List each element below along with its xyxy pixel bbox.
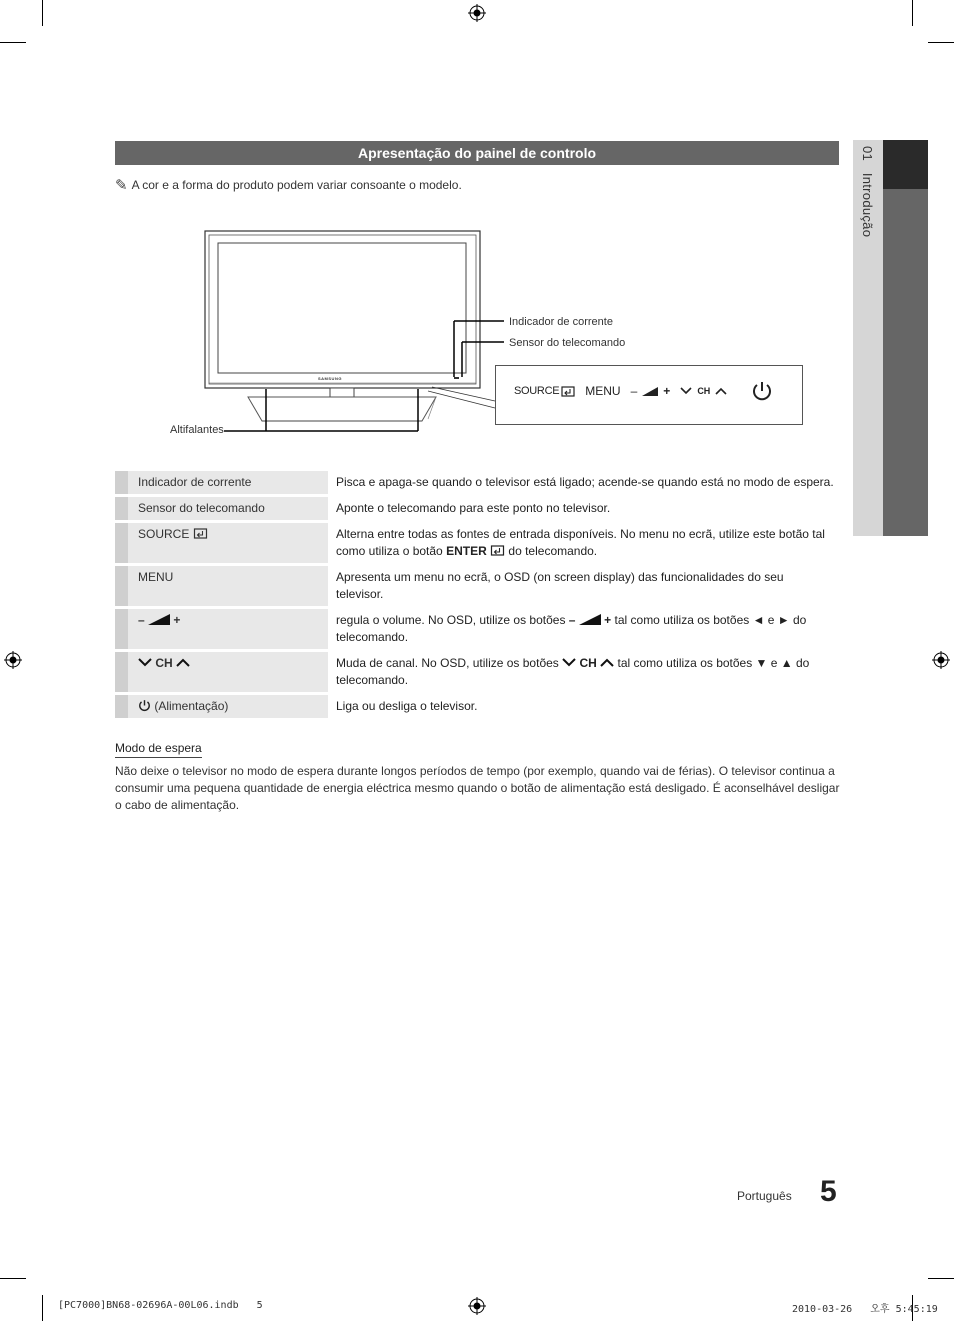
row-description: Liga ou desliga o televisor. [328, 695, 840, 718]
registration-mark-icon [4, 651, 22, 669]
table-row [115, 523, 840, 563]
enter-label: ENTER [446, 544, 487, 558]
registration-mark-icon [468, 4, 486, 22]
crop-mark [928, 1278, 954, 1279]
row-label: Indicador de corrente [128, 471, 328, 494]
chevron-down-icon [680, 387, 692, 395]
enter-icon [193, 528, 208, 539]
print-timestamp: 2010-03-26 오후 5:45:19 [792, 1304, 938, 1315]
enter-icon [561, 386, 575, 397]
volume-wedge-icon [642, 387, 658, 396]
registration-mark-icon [932, 651, 950, 669]
chapter-title: Introdução [860, 172, 875, 238]
row-label [128, 695, 328, 718]
note-text: A cor e a forma do produto podem variar consoante o modelo. [131, 178, 462, 192]
control-panel-detail [495, 365, 803, 425]
chevron-down-icon [562, 658, 576, 667]
menu-button[interactable]: MENU [585, 384, 621, 398]
callout-power-indicator: Indicador de corrente [509, 316, 613, 328]
chevron-up-icon [176, 658, 190, 667]
volume-minus-label: – [568, 613, 576, 627]
table-row [115, 609, 840, 649]
volume-plus-label: + [173, 613, 181, 627]
channel-label: CH [579, 656, 597, 670]
crop-mark [0, 1278, 26, 1279]
row-label [128, 523, 328, 563]
description-text: Alterna entre todas as fontes de entrada disponíveis. No menu no ecrã, utilize este botão tal como utiliza o botão [336, 527, 825, 558]
crop-mark [928, 42, 954, 43]
volume-minus-label: – [630, 384, 638, 398]
chapter-number: 01 [860, 146, 875, 162]
volume-plus-label: + [604, 613, 612, 627]
row-label [128, 652, 328, 692]
description-text: tal como utiliza os botões ◄ e ► do telecomando. [336, 613, 807, 644]
volume-minus-label: – [138, 613, 145, 627]
description-text: tal como utiliza os botões ▼ e ▲ do telecomando. [336, 656, 810, 687]
row-description: Pisca e apaga-se quando o televisor está ligado; acende-se quando está no modo de espera. [328, 471, 840, 494]
description-text: regula o volume. No OSD, utilize os botões [336, 613, 569, 627]
standby-text: Não deixe o televisor no modo de espera durante longos períodos de tempo (por exemplo, quando vai de férias). O televisor continua a consumir uma pequena quantidade de energia eléctrica mesmo quando o botão de alimentação está desligado. É aconselhável desligar o cabo de alimentação. [115, 764, 840, 812]
row-label: Sensor do telecomando [128, 497, 328, 520]
row-description: Apresenta um menu no ecrã, o OSD (on screen display) das funcionalidades do seu televisor. [328, 566, 840, 606]
volume-wedge-icon [148, 614, 170, 625]
page-number: 5 [820, 1175, 837, 1208]
chapter-side-tab [853, 140, 928, 536]
row-label: MENU [128, 566, 328, 606]
power-label: (Alimentação) [154, 699, 229, 713]
side-tab-dark [883, 189, 928, 536]
row-description [328, 652, 840, 692]
description-text: Muda de canal. No OSD, utilize os botões [336, 656, 563, 670]
side-tab-dark-top [883, 140, 928, 189]
note [115, 176, 462, 194]
chevron-up-icon [600, 658, 614, 667]
chevron-up-icon [715, 387, 727, 395]
print-file-info: [PC7000]BN68-02696A-00L06.indb 5 [58, 1300, 263, 1311]
enter-icon [490, 545, 505, 556]
table-row [115, 471, 840, 494]
table-row [115, 566, 840, 606]
crop-mark [42, 0, 43, 26]
channel-label: CH [697, 386, 711, 396]
power-icon [138, 699, 151, 712]
footer-language: Português [737, 1189, 792, 1203]
table-row [115, 497, 840, 520]
tv-brand-logo: SAMSUNG [318, 376, 342, 381]
standby-title: Modo de espera [115, 741, 202, 758]
source-label: SOURCE [138, 527, 190, 541]
power-icon[interactable] [751, 380, 773, 402]
pencil-note-icon: ✎ [115, 177, 128, 194]
callout-speakers: Altifalantes [170, 424, 224, 436]
callout-remote-sensor: Sensor do telecomando [509, 337, 626, 349]
chapter-label [860, 146, 875, 237]
registration-mark-icon [468, 1297, 486, 1315]
table-row [115, 695, 840, 718]
row-description: Aponte o telecomando para este ponto no televisor. [328, 497, 840, 520]
source-label: SOURCE [514, 385, 560, 397]
row-label [128, 609, 328, 649]
source-button[interactable] [514, 385, 575, 397]
crop-mark [912, 0, 913, 26]
description-text: do telecomando. [505, 544, 598, 558]
crop-mark [0, 42, 26, 43]
crop-mark [42, 1295, 43, 1321]
chevron-down-icon [138, 658, 152, 667]
section-title: Apresentação do painel de controlo [115, 141, 839, 165]
volume-control[interactable] [631, 384, 671, 398]
row-description [328, 523, 840, 563]
row-description [328, 609, 840, 649]
channel-control[interactable] [680, 386, 727, 396]
volume-wedge-icon [579, 614, 601, 625]
volume-plus-label: + [663, 384, 671, 398]
control-panel-table [115, 468, 840, 721]
table-row [115, 652, 840, 692]
channel-label: CH [155, 656, 173, 670]
